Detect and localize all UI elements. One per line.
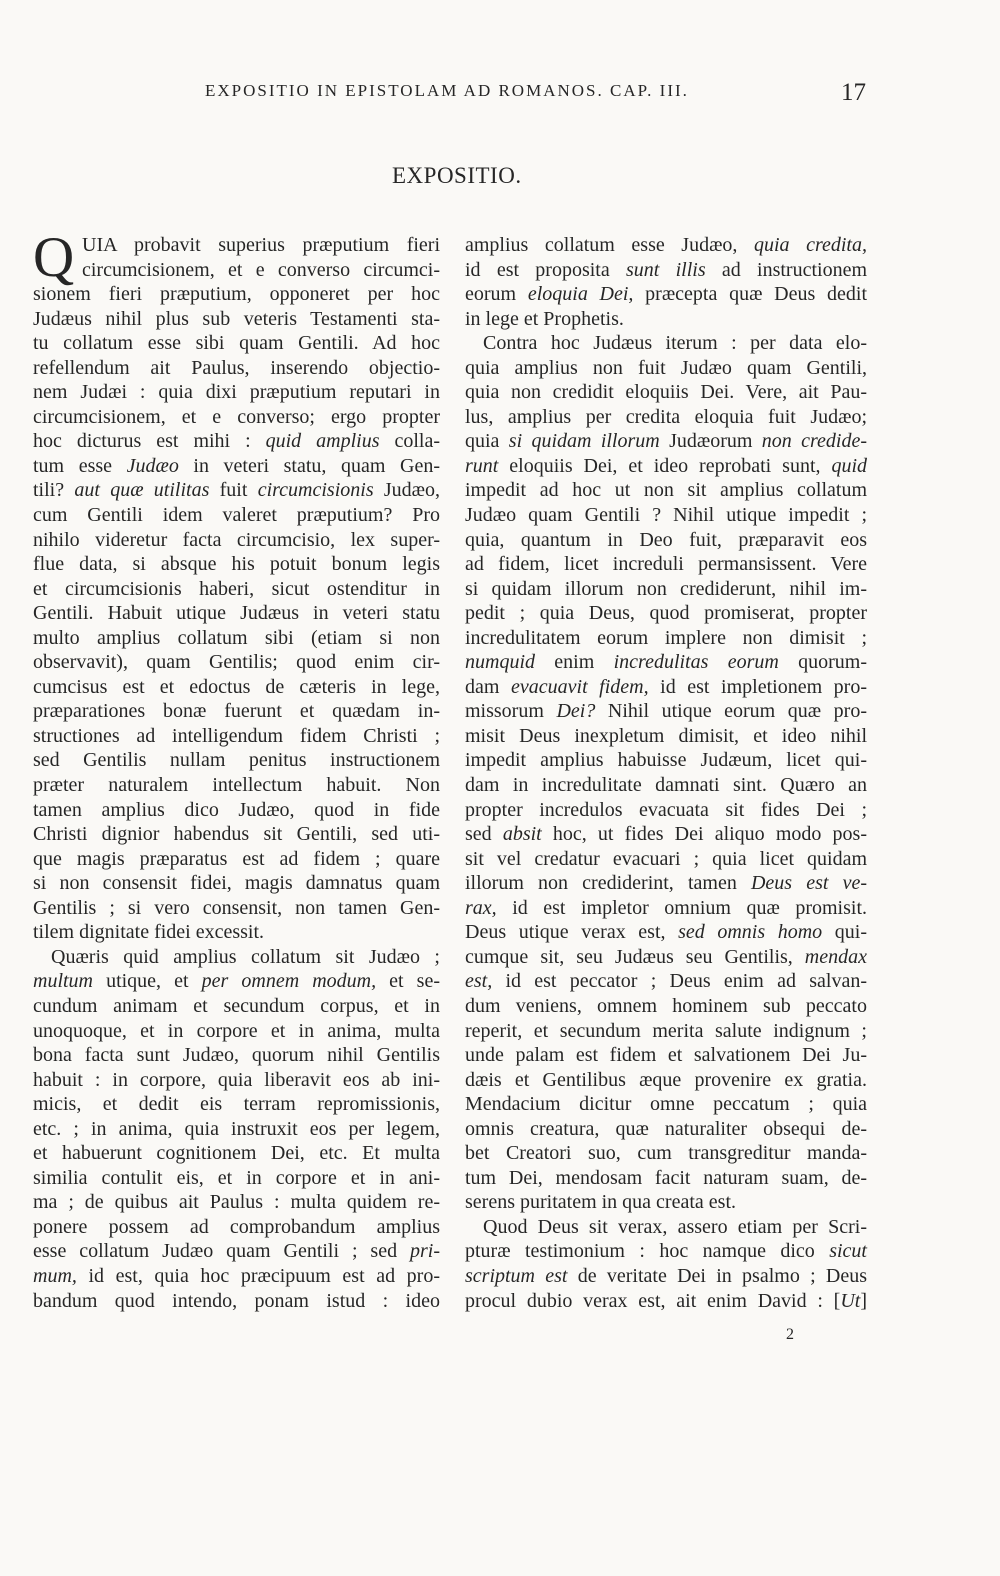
paragraph xyxy=(33,945,440,1313)
text-line xyxy=(33,822,440,847)
roman-text: impedit amplius habuisse Judæum, licet qui- xyxy=(465,749,867,772)
text-line xyxy=(465,773,867,798)
roman-text: de veritate Dei in psalmo ; Deus xyxy=(567,1264,867,1287)
roman-text: ma ; de quibus ait Paulus : multa quidem re- xyxy=(33,1191,440,1214)
italic-text: circumcisionis xyxy=(257,479,374,502)
text-line xyxy=(465,356,867,381)
text-line xyxy=(465,429,867,454)
text-line xyxy=(33,528,440,553)
roman-text: habuit : in corpore, quia liberavit eos ab ini- xyxy=(33,1068,440,1091)
text-line xyxy=(33,258,440,283)
text-line xyxy=(33,920,440,945)
roman-text: hoc, ut fides Dei aliquo modo pos- xyxy=(541,823,867,846)
roman-text: etc. ; in anima, quia instruxit eos per legem, xyxy=(33,1117,440,1140)
text-line xyxy=(465,380,867,405)
italic-text: sicut xyxy=(829,1240,867,1263)
roman-text: micis, et dedit eis terram repromissionis, xyxy=(33,1093,440,1116)
roman-text: tu collatum esse sibi quam Gentili. Ad hoc xyxy=(33,332,440,355)
roman-text: id est impletor omnium quæ promisit. xyxy=(496,896,867,919)
roman-text: multo amplius collatum sibi (etiam si non xyxy=(33,626,440,649)
italic-text: Ut xyxy=(840,1289,861,1312)
roman-text: ad instructionem xyxy=(705,258,868,281)
text-line xyxy=(465,258,867,283)
roman-text: tilem dignitate fidei excessit. xyxy=(33,921,265,944)
roman-text: quia non credidit eloquiis Dei. Vere, ait Pau- xyxy=(465,381,867,404)
roman-text: Mendacium dicitur omne peccatum ; quia xyxy=(465,1093,867,1116)
text-line xyxy=(33,503,440,528)
italic-text: pri- xyxy=(410,1240,440,1263)
roman-text: Christi dignior habendus sit Gentili, sed uti- xyxy=(33,823,440,846)
roman-text: id est peccator ; Deus enim ad salvan- xyxy=(492,970,867,993)
text-line xyxy=(33,1289,440,1314)
left-column xyxy=(33,226,441,1313)
roman-text: circumcisionem, et e converso; ergo propter xyxy=(33,405,440,428)
roman-text: præter naturalem intellectum habuit. Non xyxy=(33,774,440,797)
roman-text: sionem fieri præputium, opponeret per hoc xyxy=(33,283,440,306)
roman-text: in lege et Prophetis. xyxy=(465,307,624,330)
roman-text: bona facta sunt Judæo, quorum nihil Gentilis xyxy=(33,1044,440,1067)
text-line xyxy=(465,748,867,773)
italic-text: non credide- xyxy=(761,430,868,453)
roman-text: dæis et Gentilibus æque provenire ex gratia. xyxy=(465,1068,867,1091)
roman-text: utique, et xyxy=(93,970,202,993)
roman-text: Judæorum xyxy=(659,430,762,453)
text-line xyxy=(33,1068,440,1093)
roman-text: illorum non crediderint, tamen xyxy=(465,872,751,895)
text-line xyxy=(465,969,867,994)
roman-text: sed xyxy=(465,823,503,846)
text-line xyxy=(33,356,440,381)
text-line xyxy=(465,1166,867,1191)
roman-text: bet Creatori suo, cum transgreditur manda- xyxy=(465,1142,867,1165)
roman-text: id est, quia hoc præcipuum est ad pro- xyxy=(76,1264,440,1287)
text-line xyxy=(465,1043,867,1068)
italic-text: numquid xyxy=(465,651,535,674)
text-line xyxy=(33,945,440,970)
text-line xyxy=(465,478,867,503)
text-line xyxy=(33,307,440,332)
roman-text: Judæo, xyxy=(373,479,440,502)
text-line xyxy=(465,650,867,675)
roman-text: reperit, et secundum merita salute indignum ; xyxy=(465,1019,867,1042)
text-line xyxy=(33,601,440,626)
text-line xyxy=(33,577,440,602)
roman-text: observavit), quam Gentilis; quod enim cir- xyxy=(33,651,440,674)
section-title: EXPOSITIO. xyxy=(392,163,522,188)
roman-text: misit Deus inexpletum dimisit, et ideo nihil xyxy=(465,724,867,747)
text-line xyxy=(465,920,867,945)
roman-text: Quæris quid amplius collatum sit Judæo ; xyxy=(51,945,440,968)
italic-text: si quidam illorum xyxy=(508,430,660,453)
text-line xyxy=(465,724,867,749)
italic-text: rax, xyxy=(465,896,497,919)
roman-text: Judæus nihil plus sub veteris Testamenti sta- xyxy=(33,307,440,330)
text-line xyxy=(33,1190,440,1215)
text-line xyxy=(465,1264,867,1289)
roman-text: colla- xyxy=(379,430,440,453)
text-line xyxy=(33,847,440,872)
roman-text: procul dubio verax est, ait enim David : [ xyxy=(465,1289,841,1312)
roman-text: ponere possem ad comprobandum amplius xyxy=(33,1215,440,1238)
roman-text: circumcisionem, et e converso circumci- xyxy=(82,258,440,281)
text-line xyxy=(465,1117,867,1142)
text-line xyxy=(465,945,867,970)
paragraph xyxy=(465,1215,867,1313)
text-line xyxy=(33,1264,440,1289)
roman-text: quorum- xyxy=(778,651,867,674)
text-line xyxy=(33,773,440,798)
italic-text: scriptum est xyxy=(465,1264,568,1287)
roman-text: lus, amplius per credita eloquia fuit Judæo; xyxy=(465,405,867,428)
text-line xyxy=(33,871,440,896)
roman-text: cundum animam et secundum corpus, et in xyxy=(33,994,440,1017)
text-line xyxy=(465,994,867,1019)
roman-text: hoc dicturus est mihi : xyxy=(33,430,266,453)
text-line xyxy=(33,1141,440,1166)
text-line xyxy=(33,675,440,700)
text-line xyxy=(33,429,440,454)
roman-text: et circumcisionis haberi, sicut ostenditur in xyxy=(33,577,440,600)
text-line xyxy=(465,307,867,332)
roman-text: incredulitatem eorum implere non dimisit ; xyxy=(465,626,867,649)
text-line xyxy=(465,601,867,626)
roman-text: pedit ; quia Deus, quod promiserat, propter xyxy=(465,602,867,625)
italic-text: eloquia Dei, xyxy=(527,283,634,306)
text-line xyxy=(465,454,867,479)
roman-text: omnis creatura, quæ naturaliter obsequi de- xyxy=(465,1117,867,1140)
italic-text: runt xyxy=(465,454,499,477)
text-line xyxy=(33,699,440,724)
italic-text: Deus est ve- xyxy=(750,872,867,895)
text-line xyxy=(33,331,440,356)
text-line xyxy=(33,896,440,921)
roman-text: similia contulit eis, et in corpore et in ani- xyxy=(33,1166,440,1189)
roman-text: ] xyxy=(860,1289,867,1312)
text-line xyxy=(33,798,440,823)
roman-text: ad fidem, licet increduli permansissent. Vere xyxy=(465,553,867,576)
roman-text: sed Gentilis nullam penitus instructionem xyxy=(33,749,440,772)
roman-text: pturæ testimonium : hoc namque dico xyxy=(465,1240,830,1263)
italic-text: mum, xyxy=(33,1264,77,1287)
text-line xyxy=(465,1239,867,1264)
roman-text: flue data, si absque his potuit bonum legis xyxy=(33,553,440,576)
roman-text: cumque sit, seu Judæus seu Gentilis, xyxy=(465,945,805,968)
text-line xyxy=(33,233,440,258)
italic-text: Dei? xyxy=(556,700,596,723)
roman-text: missorum xyxy=(465,700,557,723)
roman-text: et se- xyxy=(376,970,440,993)
roman-text: tum esse xyxy=(33,454,127,477)
italic-text: evacuavit fidem, xyxy=(511,675,649,698)
text-line xyxy=(465,552,867,577)
italic-text: est, xyxy=(465,970,493,993)
roman-text: unoquoque, et in corpore et in anima, multa xyxy=(33,1019,440,1042)
text-line xyxy=(465,1141,867,1166)
roman-text: UIA probavit superius præputium fieri xyxy=(82,234,440,256)
italic-text: Judæo xyxy=(126,454,179,477)
text-line xyxy=(33,454,440,479)
italic-text: incredulitas eorum xyxy=(613,651,779,674)
text-line xyxy=(33,282,440,307)
roman-text: dam in incredulitate damnati sint. Quæro an xyxy=(465,774,867,797)
signature-mark: 2 xyxy=(786,1326,794,1343)
roman-text: Gentili. Habuit utique Judæus in veteri statu xyxy=(33,602,440,625)
roman-text: in veteri statu, quam Gen- xyxy=(178,454,441,477)
text-line xyxy=(465,1019,867,1044)
roman-text: nem Judæi : quia dixi præputium reputari in xyxy=(33,381,440,404)
roman-text: eloquiis Dei, et ideo reprobati sunt, xyxy=(498,454,832,477)
text-line xyxy=(465,626,867,651)
roman-text: impedit ad hoc ut non sit amplius collatum xyxy=(465,479,867,502)
roman-text: Judæo quam Gentili ? Nihil utique impedit ; xyxy=(465,504,867,527)
roman-text: si non consensit fidei, magis damnatus quam xyxy=(33,872,440,895)
roman-text: dum veniens, omnem hominem sub peccato xyxy=(465,994,867,1017)
roman-text: tamen amplius dico Judæo, quod in fide xyxy=(33,798,440,821)
roman-text: enim xyxy=(535,651,614,674)
text-line xyxy=(465,577,867,602)
roman-text: cum Gentili idem valeret præputium? Pro xyxy=(33,504,440,527)
roman-text: nihilo videretur facta circumcisio, lex super- xyxy=(33,528,440,551)
text-line xyxy=(465,1092,867,1117)
text-line xyxy=(33,1043,440,1068)
text-line xyxy=(465,503,867,528)
italic-text: quia credita, xyxy=(753,234,867,256)
text-line xyxy=(33,380,440,405)
page-number: 17 xyxy=(841,79,866,106)
text-line xyxy=(33,650,440,675)
text-line xyxy=(465,233,867,258)
roman-text: cumcisus est et edoctus de cæteris in lege, xyxy=(33,675,440,698)
roman-text: Gentilis ; si vero consensit, non tamen Gen- xyxy=(33,896,440,919)
roman-text: dam xyxy=(465,675,511,698)
text-line xyxy=(33,478,440,503)
text-line xyxy=(465,282,867,307)
roman-text: et habuerunt cognitionem Dei, etc. Et multa xyxy=(33,1142,440,1165)
roman-text: tum Dei, mendosam facit naturam suam, de- xyxy=(465,1166,867,1189)
roman-text: præcepta quæ Deus dedit xyxy=(633,283,867,306)
roman-text: structiones ad intelligendum fidem Christi ; xyxy=(33,724,440,747)
text-line xyxy=(33,748,440,773)
text-line xyxy=(465,405,867,430)
italic-text: absit xyxy=(502,823,542,846)
text-line xyxy=(33,1019,440,1044)
roman-text: id est impletionem pro- xyxy=(648,675,868,698)
text-line xyxy=(33,1215,440,1240)
roman-text: refellendum ait Paulus, inserendo objectio- xyxy=(33,356,440,379)
roman-text: que magis præparatus est ad fidem ; quare xyxy=(33,847,440,870)
italic-text: sed omnis homo xyxy=(678,921,823,944)
text-line xyxy=(465,871,867,896)
roman-text: tili? xyxy=(33,479,75,502)
roman-text: sit vel credatur evacuari ; quia licet quidam xyxy=(465,847,867,870)
roman-text: id est proposita xyxy=(465,258,626,281)
text-line xyxy=(465,847,867,872)
roman-text: amplius collatum esse Judæo, xyxy=(465,234,754,256)
roman-text: fuit xyxy=(209,479,258,502)
paragraph xyxy=(465,233,867,331)
italic-text: mendax xyxy=(804,945,867,968)
text-line xyxy=(465,528,867,553)
roman-text: quia xyxy=(465,430,509,453)
roman-text: serens puritatem in qua creata est. xyxy=(465,1191,736,1214)
roman-text: propter incredulos evacuata sit fides Dei ; xyxy=(465,798,867,821)
paragraph xyxy=(465,331,867,1215)
text-line xyxy=(33,994,440,1019)
roman-text: qui- xyxy=(822,921,867,944)
italic-text: sunt illis xyxy=(626,258,706,281)
italic-text: quid amplius xyxy=(265,430,380,453)
italic-text: multum xyxy=(33,970,93,993)
text-line xyxy=(465,699,867,724)
paragraph xyxy=(33,233,440,945)
text-line xyxy=(33,1117,440,1142)
roman-text: Contra hoc Judæus iterum : per data elo- xyxy=(483,332,867,355)
text-line xyxy=(465,1215,867,1240)
italic-text: per omnem modum, xyxy=(201,970,377,993)
text-line xyxy=(33,626,440,651)
text-line xyxy=(465,1190,867,1215)
roman-text: unde palam est fidem et salvationem Dei Ju- xyxy=(465,1044,867,1067)
roman-text: præparationes bonæ fuerunt et quædam in- xyxy=(33,700,440,723)
text-line xyxy=(33,552,440,577)
italic-text: quid xyxy=(831,454,867,477)
running-head-title: EXPOSITIO IN EPISTOLAM AD ROMANOS. CAP. III. xyxy=(205,81,689,100)
text-line xyxy=(33,1092,440,1117)
text-line xyxy=(465,798,867,823)
text-line xyxy=(465,896,867,921)
text-line xyxy=(465,822,867,847)
text-line xyxy=(33,405,440,430)
text-line xyxy=(33,724,440,749)
roman-text: Nihil utique eorum quæ pro- xyxy=(595,700,868,723)
roman-text: esse collatum Judæo quam Gentili ; sed xyxy=(33,1240,410,1263)
text-line xyxy=(465,331,867,356)
text-line xyxy=(465,675,867,700)
roman-text: quia amplius non fuit Judæo quam Gentili, xyxy=(465,356,867,379)
text-line xyxy=(465,1289,867,1314)
right-column xyxy=(465,233,867,1313)
drop-cap-initial: Q xyxy=(33,226,75,289)
text-line xyxy=(465,1068,867,1093)
italic-text: aut quæ utilitas xyxy=(74,479,210,502)
roman-text: bandum quod intendo, ponam istud : ideo xyxy=(33,1289,440,1312)
roman-text: si quidam illorum non crediderunt, nihil im- xyxy=(465,577,867,600)
roman-text: eorum xyxy=(465,283,528,306)
roman-text: Quod Deus sit verax, assero etiam per Scri- xyxy=(483,1215,867,1238)
text-line xyxy=(33,1239,440,1264)
text-line xyxy=(33,969,440,994)
roman-text: quia, quantum in Deo fuit, præparavit eos xyxy=(465,528,867,551)
text-line xyxy=(33,1166,440,1191)
roman-text: Deus utique verax est, xyxy=(465,921,679,944)
